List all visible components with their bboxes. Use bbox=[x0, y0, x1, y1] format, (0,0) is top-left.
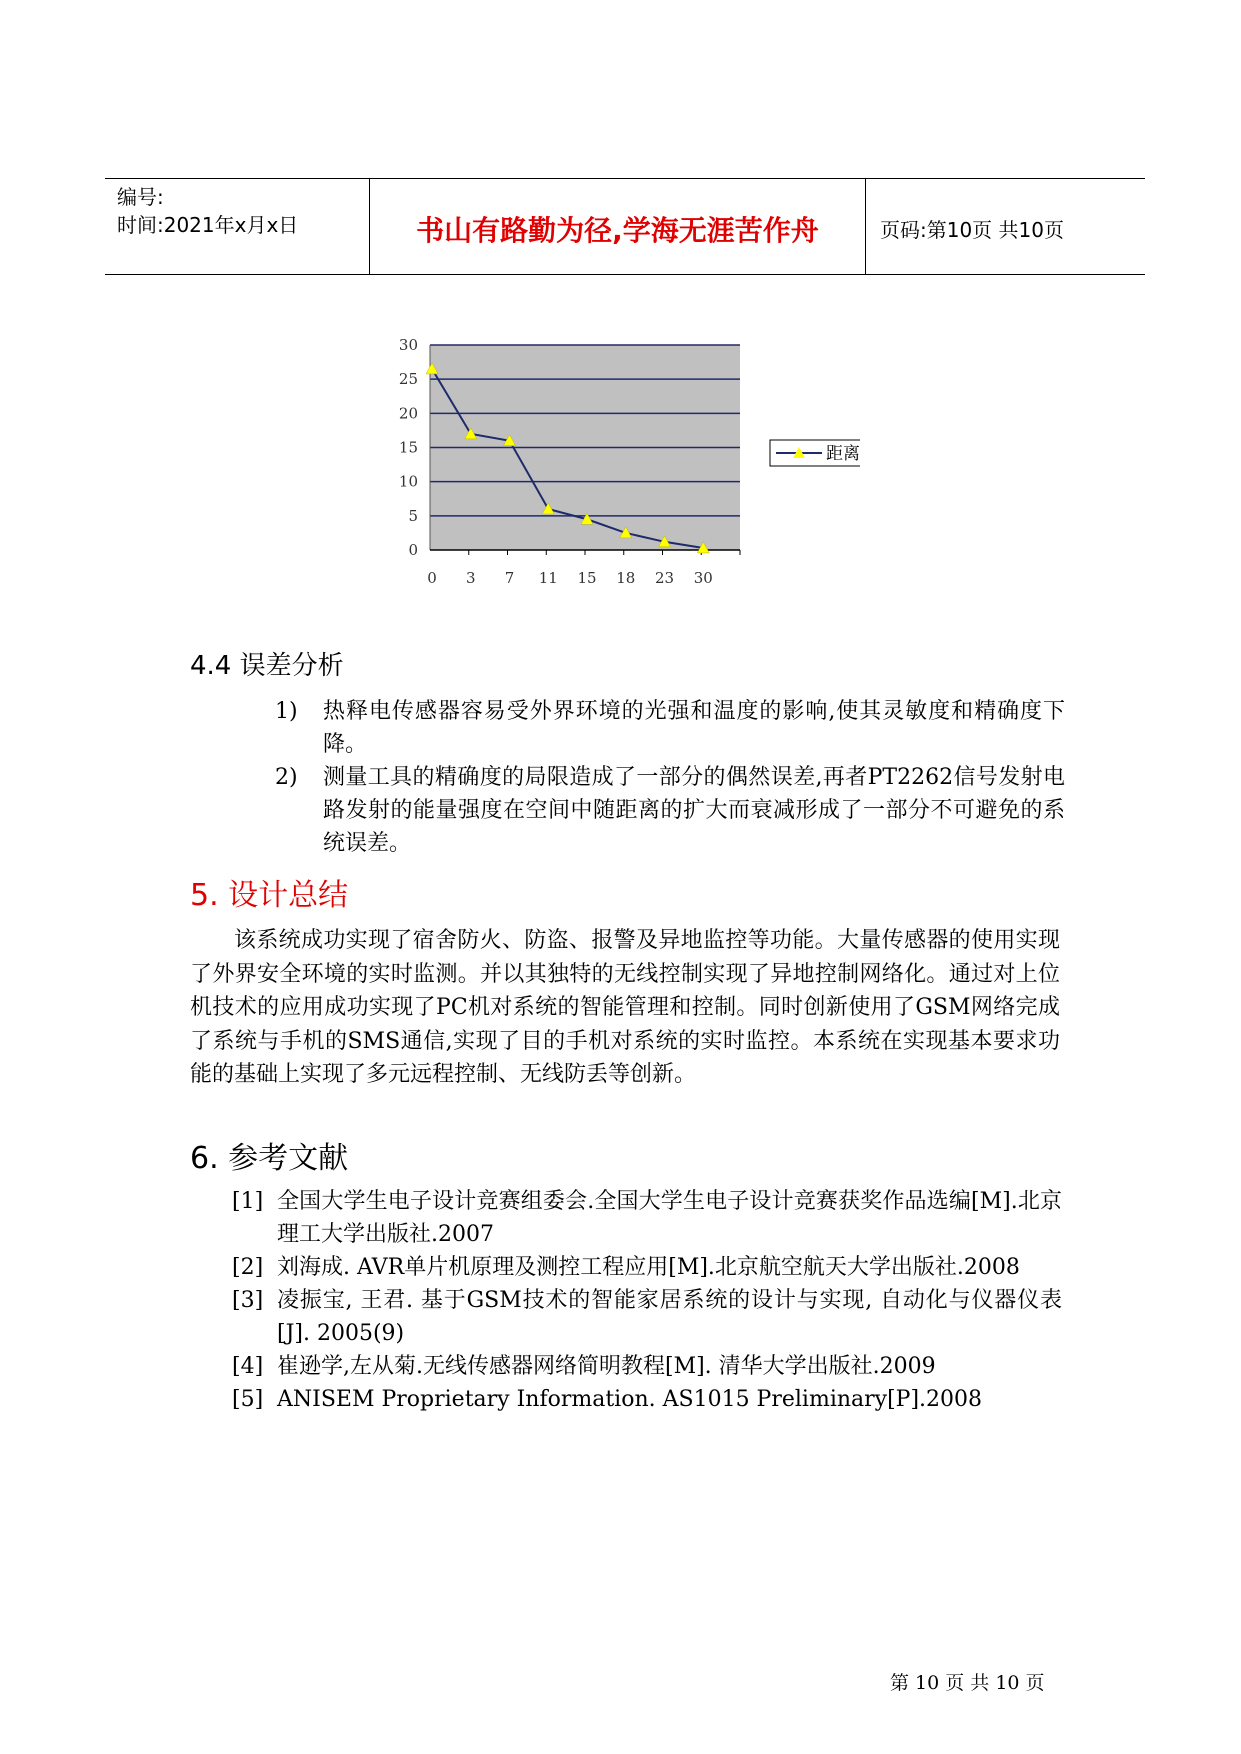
reference-text: 凌振宝, 王君. 基于GSM技术的智能家居系统的设计与实现, 自动化与仪器仪表[J]. 2005(9) bbox=[277, 1288, 1062, 1346]
x-tick-label: 18 bbox=[616, 569, 636, 587]
y-tick-label: 30 bbox=[398, 336, 418, 354]
y-tick-label: 10 bbox=[398, 472, 418, 491]
reference-number: [1] bbox=[232, 1189, 264, 1214]
x-tick-label: 0 bbox=[427, 569, 437, 587]
list-item bbox=[275, 695, 1065, 761]
reference-item bbox=[232, 1350, 1062, 1383]
date-label: 时间:2021年x月x日 bbox=[117, 213, 299, 237]
header-motto-cell bbox=[370, 179, 866, 274]
summary-paragraph: 该系统成功实现了宿舍防火、防盗、报警及异地监控等功能。大量传感器的使用实现了外界安全环境的实时监测。并以其独特的无线控制实现了异地控制网络化。通过对上位机技术的应用成功实现了PC机对系统的智能管理和控制。同时创新使用了GSM网络完成了系统与手机的SMS通信,实现了目的手机对系统的实时监控。本系统在实现基本要求功能的基础上实现了多元远程控制、无线防丢等创新。 bbox=[190, 928, 1060, 1087]
section-4-4-title: 4.4 误差分析 bbox=[190, 651, 344, 681]
reference-number: [3] bbox=[232, 1288, 264, 1313]
section-6-title: 6. 参考文献 bbox=[190, 1141, 349, 1176]
legend-label: 距离 bbox=[826, 444, 860, 464]
list-item bbox=[275, 761, 1065, 860]
page-info: 页码:第10页 共10页 bbox=[880, 218, 1064, 242]
y-tick-label: 5 bbox=[408, 506, 418, 525]
reference-item bbox=[232, 1284, 1062, 1350]
reference-text: 刘海成. AVR单片机原理及测控工程应用[M].北京航空航天大学出版社.2008 bbox=[277, 1255, 1020, 1280]
reference-number: [2] bbox=[232, 1255, 264, 1280]
list-item-text: 热释电传感器容易受外界环境的光强和温度的影响,使其灵敏度和精确度下降。 bbox=[323, 699, 1065, 757]
list-item-number: 1) bbox=[275, 699, 298, 724]
number-label: 编号: bbox=[117, 185, 164, 209]
reference-text: ANISEM Proprietary Information. AS1015 Preliminary[P].2008 bbox=[277, 1387, 983, 1412]
section-5-title: 5. 设计总结 bbox=[190, 878, 349, 913]
x-tick-label: 15 bbox=[577, 569, 597, 587]
reference-text: 崔逊学,左从菊.无线传感器网络简明教程[M]. 清华大学出版社.2009 bbox=[277, 1354, 936, 1379]
x-tick-label: 7 bbox=[504, 569, 515, 587]
x-tick-label: 23 bbox=[654, 569, 675, 587]
list-item-number: 2) bbox=[275, 765, 298, 790]
x-tick-label: 30 bbox=[693, 569, 713, 587]
motto: 书山有路勤为径,学海无涯苦作舟 bbox=[416, 213, 819, 247]
y-tick-label: 25 bbox=[398, 370, 418, 389]
reference-item bbox=[232, 1185, 1062, 1251]
page-footer: 第 10 页 共 10 页 bbox=[890, 1672, 1045, 1694]
header-page-cell bbox=[866, 179, 1145, 274]
chart-plot-area bbox=[399, 336, 860, 587]
y-tick-label: 0 bbox=[408, 541, 418, 559]
error-analysis-list bbox=[275, 695, 1065, 860]
reference-number: [5] bbox=[232, 1387, 264, 1412]
header-table bbox=[105, 178, 1145, 275]
x-tick-label: 11 bbox=[538, 569, 558, 587]
reference-item bbox=[232, 1383, 1062, 1416]
x-tick-label: 3 bbox=[465, 569, 476, 587]
reference-item bbox=[232, 1251, 1062, 1284]
y-tick-label: 15 bbox=[398, 438, 418, 457]
distance-line-chart bbox=[380, 330, 860, 590]
reference-text: 全国大学生电子设计竞赛组委会.全国大学生电子设计竞赛获奖作品选编[M].北京理工大学出版社.2007 bbox=[277, 1189, 1062, 1247]
list-item-text: 测量工具的精确度的局限造成了一部分的偶然误差,再者PT2262信号发射电路发射的能量强度在空间中随距离的扩大而衰减形成了一部分不可避免的系统误差。 bbox=[323, 765, 1065, 856]
reference-number: [4] bbox=[232, 1354, 264, 1379]
y-tick-label: 20 bbox=[398, 404, 418, 423]
header-left-cell bbox=[105, 179, 370, 274]
reference-list bbox=[232, 1185, 1062, 1416]
